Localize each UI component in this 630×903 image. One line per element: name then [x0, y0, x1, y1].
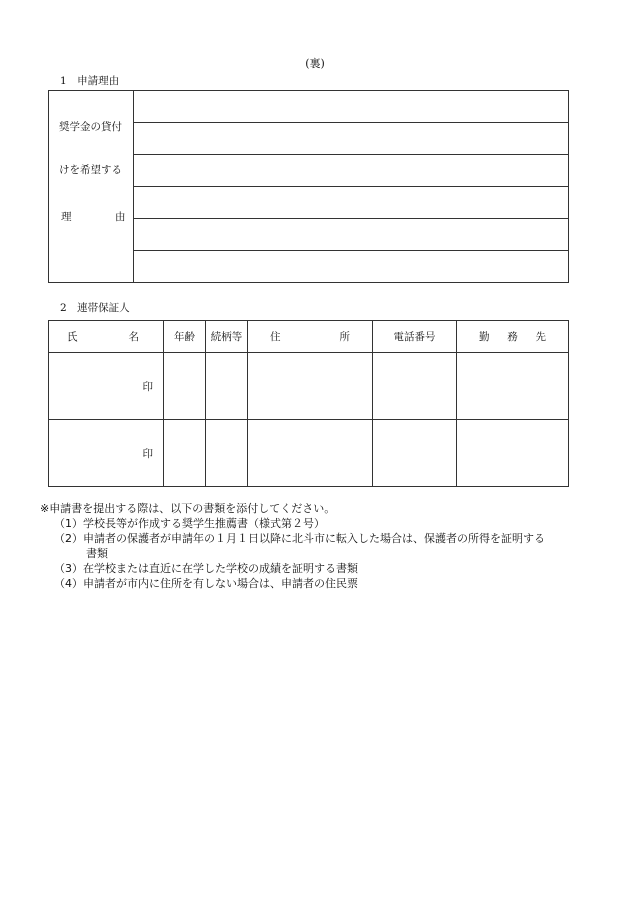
notes-intro: ※申請書を提出する際は、以下の書類を添付してください。 — [40, 502, 336, 515]
guarantor-table — [48, 320, 569, 487]
section-title-reason: 1 申請理由 — [60, 75, 120, 87]
reason-line-2[interactable] — [134, 123, 569, 155]
header-age: 年齢 — [164, 321, 206, 353]
header-work-c: 先 — [535, 331, 546, 343]
reason-label-line2: けを希望する — [59, 164, 122, 176]
guarantor-name-cell[interactable] — [49, 353, 164, 420]
guarantor-row — [49, 353, 569, 420]
guarantor-age-cell[interactable] — [164, 420, 206, 487]
seal-mark: 印 — [142, 380, 153, 393]
header-name — [49, 321, 164, 353]
guarantor-name-cell[interactable] — [49, 420, 164, 487]
guarantor-phone-cell[interactable] — [373, 420, 457, 487]
reason-line-4[interactable] — [134, 187, 569, 219]
reason-line-6[interactable] — [134, 251, 569, 283]
header-address-a: 住 — [270, 331, 281, 343]
header-phone: 電話番号 — [373, 321, 457, 353]
guarantor-phone-cell[interactable] — [373, 353, 457, 420]
reason-table — [48, 90, 569, 283]
reason-label-line1: 奨学金の貸付 — [59, 121, 122, 133]
guarantor-relation-cell[interactable] — [206, 420, 248, 487]
header-name-b: 名 — [128, 331, 139, 343]
notes-block — [40, 501, 545, 591]
header-name-a: 氏 — [67, 331, 78, 343]
reason-label-cell — [49, 91, 134, 283]
header-address — [248, 321, 373, 353]
reason-label-line3b: 由 — [115, 211, 126, 223]
guarantor-work-cell[interactable] — [457, 420, 569, 487]
reason-line-1[interactable] — [134, 91, 569, 123]
guarantor-address-cell[interactable] — [248, 420, 373, 487]
notes-item-2: （2）申請者の保護者が申請年の１月１日以降に北斗市に転入した場合は、保護者の所得を証明する — [54, 532, 545, 545]
header-relation: 続柄等 — [206, 321, 248, 353]
guarantor-address-cell[interactable] — [248, 353, 373, 420]
seal-mark: 印 — [142, 447, 153, 460]
guarantor-relation-cell[interactable] — [206, 353, 248, 420]
header-work-a: 勤 — [479, 331, 490, 343]
header-work-b: 務 — [507, 331, 518, 343]
header-work — [457, 321, 569, 353]
guarantor-row — [49, 420, 569, 487]
notes-item-4: （4）申請者が市内に住所を有しない場合は、申請者の住民票 — [54, 577, 358, 590]
notes-item-2-continued: 書類 — [86, 547, 108, 560]
notes-item-1: （1）学校長等が作成する奨学生推薦書（様式第２号） — [54, 517, 325, 530]
reason-line-5[interactable] — [134, 219, 569, 251]
header-address-b: 所 — [339, 331, 350, 343]
section-title-guarantor: 2 連帯保証人 — [60, 302, 130, 314]
reason-label-line3a: 理 — [61, 211, 72, 223]
guarantor-age-cell[interactable] — [164, 353, 206, 420]
reason-line-3[interactable] — [134, 155, 569, 187]
notes-item-3: （3）在学校または直近に在学した学校の成績を証明する書類 — [54, 562, 358, 575]
guarantor-work-cell[interactable] — [457, 353, 569, 420]
page-title: (裏) — [305, 57, 325, 70]
